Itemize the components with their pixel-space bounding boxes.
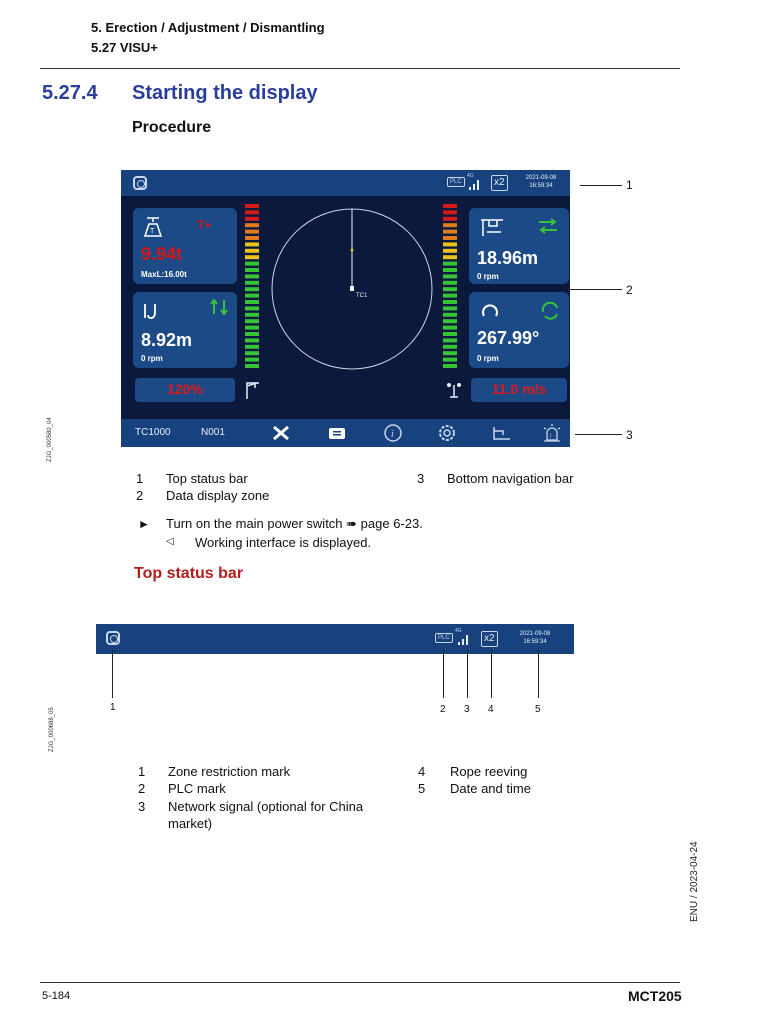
network-signal-icon — [469, 177, 483, 191]
slew-angle-value: 267.99° — [477, 328, 540, 348]
level-segment — [245, 358, 259, 362]
level-segment — [443, 236, 457, 240]
overload-alert: T+ — [197, 218, 212, 232]
slew-speed: 0 rpm — [477, 354, 499, 363]
slew-radar — [269, 206, 435, 372]
level-segment — [245, 294, 259, 298]
alarm-light-icon[interactable] — [541, 422, 563, 444]
callout-2: 2 — [626, 283, 633, 297]
legend-num: 1 — [136, 471, 144, 486]
slew-icon — [479, 300, 501, 322]
legend-text: Zone restriction mark — [168, 764, 291, 779]
step-text: Turn on the main power switch ➠ page 6-23. — [166, 516, 423, 531]
level-segment — [245, 364, 259, 368]
callout-line — [538, 650, 539, 698]
wind-sensor-icon — [445, 380, 463, 398]
rope-reeving: x2 — [491, 175, 508, 191]
level-segment — [245, 255, 259, 259]
network-signal-icon — [458, 632, 472, 646]
legend-text: Date and time — [450, 781, 531, 796]
section-title: Starting the display — [132, 82, 318, 104]
level-segment — [443, 332, 457, 336]
rope-reeving: x2 — [481, 631, 498, 647]
result-text: Working interface is displayed. — [195, 535, 372, 550]
svg-text:i: i — [391, 429, 394, 440]
level-segment — [443, 287, 457, 291]
crane-id: N001 — [201, 427, 225, 438]
level-segment — [245, 268, 259, 272]
trolley-icon — [479, 216, 505, 238]
level-segment — [245, 287, 259, 291]
callout-3: 3 — [626, 428, 633, 442]
footer-rule — [40, 982, 680, 983]
zone-restriction-icon[interactable] — [133, 176, 147, 190]
left-level-bars — [243, 204, 261, 374]
callout-line-2 — [570, 289, 622, 290]
slew-arrows-icon — [539, 300, 561, 322]
level-segment — [245, 326, 259, 330]
radius-value: 18.96m — [477, 248, 539, 268]
zone-restriction-icon[interactable] — [106, 631, 120, 645]
load-value: 9.94t — [141, 244, 183, 264]
wind-speed-display: 11.0 m/s — [471, 378, 567, 402]
level-segment — [443, 364, 457, 368]
level-segment — [245, 338, 259, 342]
slew-card[interactable] — [469, 292, 569, 368]
crane-icon — [243, 380, 261, 400]
level-segment — [443, 306, 457, 310]
plc-mark: PLC — [435, 633, 453, 643]
plc-mark: PLC — [447, 177, 465, 187]
callout-1: 1 — [626, 178, 633, 192]
level-segment — [443, 268, 457, 272]
level-segment — [443, 319, 457, 323]
level-segment — [245, 249, 259, 253]
side-date: ENU / 2023-04-24 — [689, 841, 700, 922]
level-segment — [443, 300, 457, 304]
legend-text-cont: market) — [168, 816, 213, 831]
level-segment — [443, 326, 457, 330]
level-segment — [245, 210, 259, 214]
page-number: 5-184 — [42, 990, 71, 1002]
crane-model: TC1000 — [135, 427, 171, 438]
status-callout-5: 5 — [535, 704, 541, 715]
procedure-heading: Procedure — [132, 119, 212, 136]
bottom-navigation-bar — [121, 419, 570, 447]
document-code: MCT205 — [628, 988, 682, 1004]
level-segment — [443, 338, 457, 342]
legend-num: 2 — [136, 488, 144, 503]
legend-text: PLC mark — [168, 781, 226, 796]
image-code-2: ZJG_000688_05 — [49, 707, 55, 752]
level-segment — [245, 230, 259, 234]
svg-text:!: ! — [550, 434, 552, 440]
level-segment — [245, 281, 259, 285]
tools-icon[interactable] — [271, 424, 291, 442]
level-segment — [245, 313, 259, 317]
hook-icon — [141, 300, 163, 322]
level-segment — [443, 242, 457, 246]
level-segment — [245, 319, 259, 323]
trolley-arrows-icon — [537, 218, 559, 234]
level-segment — [443, 294, 457, 298]
load-percent-display: 120% — [135, 378, 235, 402]
level-segment — [245, 262, 259, 266]
top-status-bar — [121, 170, 570, 196]
time: 16:59:34 — [529, 183, 553, 189]
section-number: 5.27.4 — [42, 82, 98, 104]
camera-icon[interactable] — [327, 424, 347, 442]
info-icon[interactable] — [383, 423, 403, 443]
hoist-arrows-icon — [209, 298, 231, 316]
level-segment — [245, 332, 259, 336]
legend-text: Bottom navigation bar — [447, 471, 574, 486]
legend-num: 3 — [138, 799, 146, 814]
level-segment — [443, 249, 457, 253]
crane-label: TC1 — [356, 293, 368, 299]
level-segment — [245, 242, 259, 246]
step-marker: ► — [138, 517, 150, 531]
right-level-bars — [441, 204, 459, 374]
callout-line-3 — [575, 434, 622, 435]
settings-icon[interactable] — [437, 423, 457, 443]
level-segment — [443, 210, 457, 214]
level-segment — [443, 281, 457, 285]
max-load-label: MaxL:16.00t — [141, 270, 187, 279]
result-marker: ◁ — [166, 536, 174, 547]
image-code-1: ZJG_000580_04 — [47, 417, 53, 462]
legend-num: 4 — [418, 764, 426, 779]
level-segment — [245, 236, 259, 240]
signal-label: 4G — [455, 628, 462, 634]
legend-text: Rope reeving — [450, 764, 528, 779]
level-segment — [443, 217, 457, 221]
level-segment — [245, 306, 259, 310]
level-segment — [443, 223, 457, 227]
hook-height-value: 8.92m — [141, 330, 193, 350]
legend-num: 5 — [418, 781, 426, 796]
chapter-header: 5. Erection / Adjustment / Dismantling — [91, 20, 325, 35]
callout-line — [443, 650, 444, 698]
level-segment — [443, 358, 457, 362]
hook-height-card[interactable] — [133, 292, 237, 368]
legend-num: 2 — [138, 781, 146, 796]
level-segment — [245, 217, 259, 221]
status-bar-detail — [96, 624, 574, 654]
level-segment — [245, 223, 259, 227]
trolley-speed: 0 rpm — [477, 272, 499, 281]
callout-line — [491, 650, 492, 698]
status-callout-2: 2 — [440, 704, 446, 715]
level-segment — [443, 351, 457, 355]
level-segment — [443, 313, 457, 317]
level-segment — [245, 345, 259, 349]
crane-trolley-icon[interactable] — [491, 423, 513, 443]
legend-text: Data display zone — [166, 488, 270, 503]
date-time — [514, 630, 556, 646]
svg-text:T: T — [150, 228, 155, 235]
legend-text: Top status bar — [166, 471, 248, 486]
callout-line — [112, 650, 113, 698]
signal-label: 4G — [467, 173, 474, 179]
header-rule — [40, 68, 680, 69]
radius-card[interactable] — [469, 208, 569, 284]
level-segment — [443, 255, 457, 259]
level-segment — [245, 204, 259, 208]
load-card[interactable] — [133, 208, 237, 284]
hoist-speed: 0 rpm — [141, 354, 163, 363]
level-segment — [245, 300, 259, 304]
date: 2021-09-08 — [519, 631, 551, 637]
section-header: 5.27 VISU+ — [91, 40, 158, 55]
load-weight-icon — [141, 214, 165, 238]
level-segment — [443, 345, 457, 349]
level-segment — [443, 274, 457, 278]
date-time — [521, 174, 561, 190]
level-segment — [245, 351, 259, 355]
date: 2021-09-08 — [525, 175, 557, 181]
level-segment — [443, 262, 457, 266]
callout-line — [467, 650, 468, 698]
level-segment — [443, 204, 457, 208]
level-segment — [245, 274, 259, 278]
status-callout-4: 4 — [488, 704, 494, 715]
visu-screen — [121, 170, 570, 447]
legend-text: Network signal (optional for China — [168, 799, 364, 814]
legend-num: 3 — [417, 471, 425, 486]
top-status-heading: Top status bar — [134, 565, 244, 582]
callout-line-1 — [580, 185, 622, 186]
time: 16:59:34 — [523, 639, 547, 645]
legend-num: 1 — [138, 764, 146, 779]
status-callout-1: 1 — [110, 702, 116, 713]
level-segment — [443, 230, 457, 234]
status-callout-3: 3 — [464, 704, 470, 715]
